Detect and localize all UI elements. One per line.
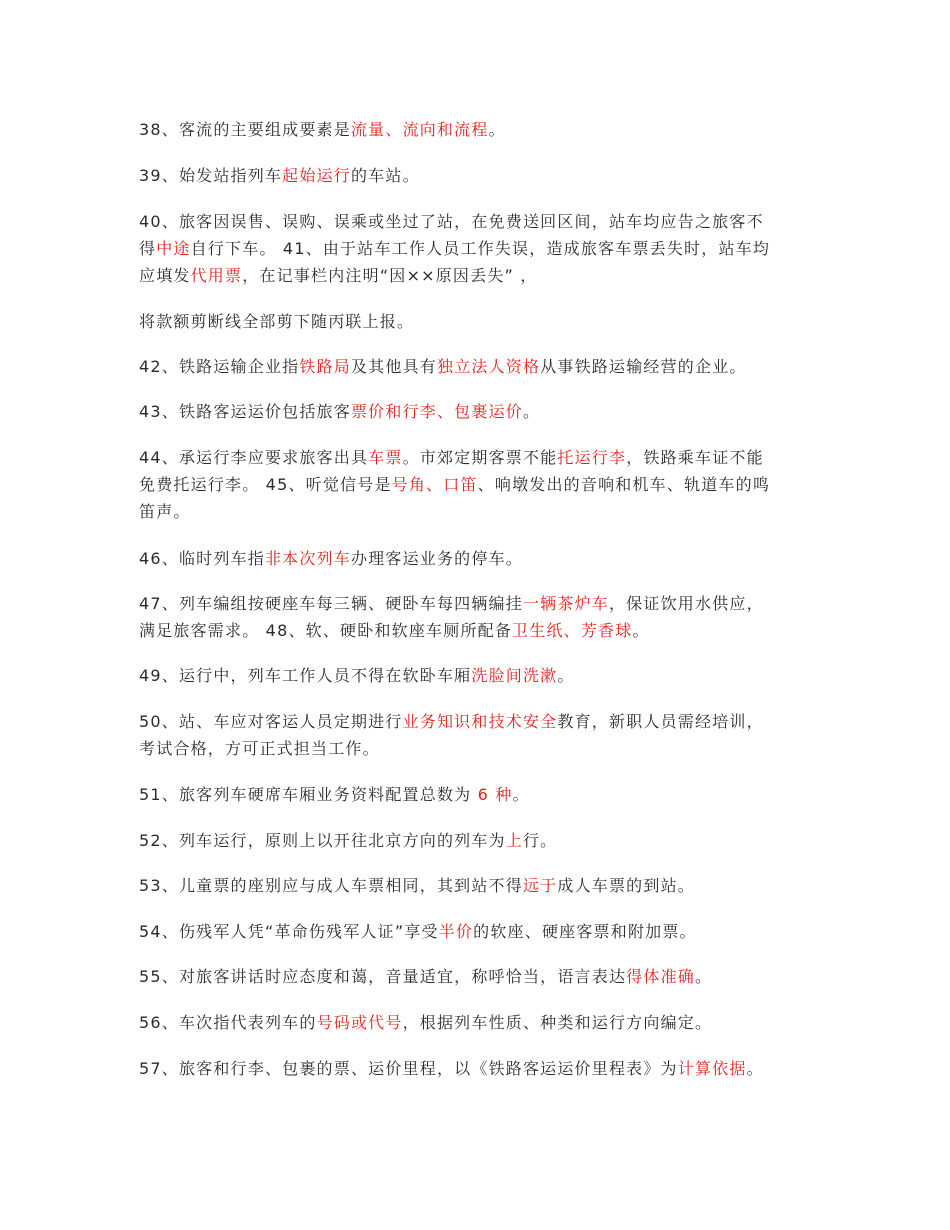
item-50 <box>139 708 815 762</box>
highlighted-answer: 铁路局 <box>299 357 351 376</box>
item-38 <box>139 116 815 143</box>
text-run: 办理客运业务的停车。 <box>350 549 523 568</box>
item-44-45 <box>139 444 815 525</box>
text-run: 教育，新职人员需经培训， <box>557 712 764 731</box>
text-run: 38、客流的主要组成要素是 <box>139 120 351 139</box>
highlighted-answer: 半价 <box>438 922 474 941</box>
text-run: 50、站、车应对客运人员定期进行 <box>139 712 403 731</box>
item-47-48 <box>139 590 815 644</box>
text-run: 57、旅客和行李、包裹的票、运价里程，以《铁路客运运价里程表》为 <box>139 1059 678 1078</box>
text-run: 55、对旅客讲话时应态度和蔼，音量适宜，称呼恰当，语言表达 <box>139 967 627 986</box>
item-41-continued <box>139 308 815 335</box>
text-run: 。 <box>694 967 713 986</box>
text-run: 。 <box>488 120 506 139</box>
text-run: 39、始发站指列车 <box>139 166 283 185</box>
text-run: 将款额剪断线全部剪下随丙联上报。 <box>139 312 415 331</box>
highlighted-answer: 卫生纸、芳香球 <box>512 621 633 640</box>
highlighted-answer: 票价和行李、包裹运价 <box>350 402 523 421</box>
text-run: ，在记事栏内注明“因××原因丢失” ， <box>242 266 538 285</box>
text-run: 53、儿童票的座别应与成人车票相同，其到站不得 <box>139 876 523 895</box>
highlighted-answer: 中途 <box>156 239 191 258</box>
text-run: 。市郊定期客票不能 <box>402 448 558 467</box>
text-run: 52、列车运行，原则上以开往北京方向的列车为 <box>139 831 506 850</box>
highlighted-answer: 托运行李 <box>557 448 627 467</box>
item-49 <box>139 662 815 689</box>
item-56 <box>139 1009 815 1036</box>
item-54 <box>139 918 815 945</box>
item-42 <box>139 353 815 380</box>
text-run: 的车站。 <box>350 166 420 185</box>
item-52 <box>139 827 815 854</box>
highlighted-answer: 车票 <box>368 448 403 467</box>
text-run: 。 <box>522 402 541 421</box>
highlighted-answer: 号角、口笛 <box>391 475 478 494</box>
item-46 <box>139 545 815 572</box>
text-run: 、响墩发出的音响和机车、轨道车的鸣 <box>477 475 771 494</box>
text-run: 成人车票的到站。 <box>557 876 695 895</box>
text-run: 自行下车。 41、由于站车工作人员工作失误，造成旅客车票丢失时，站车均 <box>190 239 771 258</box>
item-40-41 <box>139 208 815 289</box>
text-run: 笛声。 <box>139 502 191 521</box>
text-run: 49、运行中，列车工作人员不得在软卧车厢 <box>139 666 472 685</box>
highlighted-answer: 远于 <box>522 876 558 895</box>
text-run: 46、临时列车指 <box>139 549 265 568</box>
highlighted-answer: 一辆茶炉车 <box>522 594 609 613</box>
highlighted-answer: 流量、流向和流程 <box>350 120 489 139</box>
text-run: 。 <box>512 785 530 804</box>
item-39 <box>139 162 815 189</box>
highlighted-answer: 代用票 <box>190 266 243 285</box>
text-run: 。 <box>746 1059 764 1078</box>
item-53 <box>139 872 815 899</box>
highlighted-answer: 6 种 <box>477 785 513 804</box>
highlighted-answer: 号码或代号 <box>316 1013 403 1032</box>
text-run: ，保证饮用水供应， <box>608 594 764 613</box>
text-run: 42、铁路运输企业指 <box>139 357 300 376</box>
item-51 <box>139 781 815 808</box>
highlighted-answer: 上 <box>505 831 523 850</box>
text-run: 40、旅客因误售、误购、误乘或坐过了站，在免费送回区间，站车均应告之旅客不 <box>139 212 764 231</box>
text-run: 。 <box>632 621 650 640</box>
item-57 <box>139 1055 815 1082</box>
highlighted-answer: 洗脸间洗漱 <box>471 666 558 685</box>
text-run: 。 <box>557 666 575 685</box>
highlighted-answer: 得体准确 <box>626 967 695 986</box>
text-run: 44、承运行李应要求旅客出具 <box>139 448 369 467</box>
text-run: 47、列车编组按硬座车每三辆、硬卧车每四辆编挂 <box>139 594 523 613</box>
text-run: 得 <box>139 239 157 258</box>
text-run: 从事铁路运输经营的企业。 <box>540 357 747 376</box>
text-run: 43、铁路客运运价包括旅客 <box>139 402 351 421</box>
text-run: 51、旅客列车硬席车厢业务资料配置总数为 <box>139 785 478 804</box>
highlighted-answer: 计算依据 <box>677 1059 747 1078</box>
item-55 <box>139 963 815 990</box>
text-run: 应填发 <box>139 266 191 285</box>
highlighted-answer: 业务知识和技术安全 <box>402 712 558 731</box>
text-run: 满足旅客需求。 48、软、硬卧和软座车厕所配备 <box>139 621 513 640</box>
text-run: 行。 <box>522 831 558 850</box>
highlighted-answer: 起始运行 <box>282 166 351 185</box>
text-run: ，根据列车性质、种类和运行方向编定。 <box>402 1013 713 1032</box>
text-run: 免费托运行李。 45、听觉信号是 <box>139 475 392 494</box>
text-run: 考试合格，方可正式担当工作。 <box>139 739 380 758</box>
text-run: ，铁路乘车证不能 <box>626 448 764 467</box>
text-run: 56、车次指代表列车的 <box>139 1013 317 1032</box>
highlighted-answer: 非本次列车 <box>264 549 351 568</box>
text-run: 的软座、硬座客票和附加票。 <box>473 922 697 941</box>
highlighted-answer: 独立法人资格 <box>437 357 541 376</box>
item-43 <box>139 398 815 425</box>
text-run: 及其他具有 <box>350 357 437 376</box>
text-run: 54、伤残军人凭“革命伤残军人证”享受 <box>139 922 439 941</box>
